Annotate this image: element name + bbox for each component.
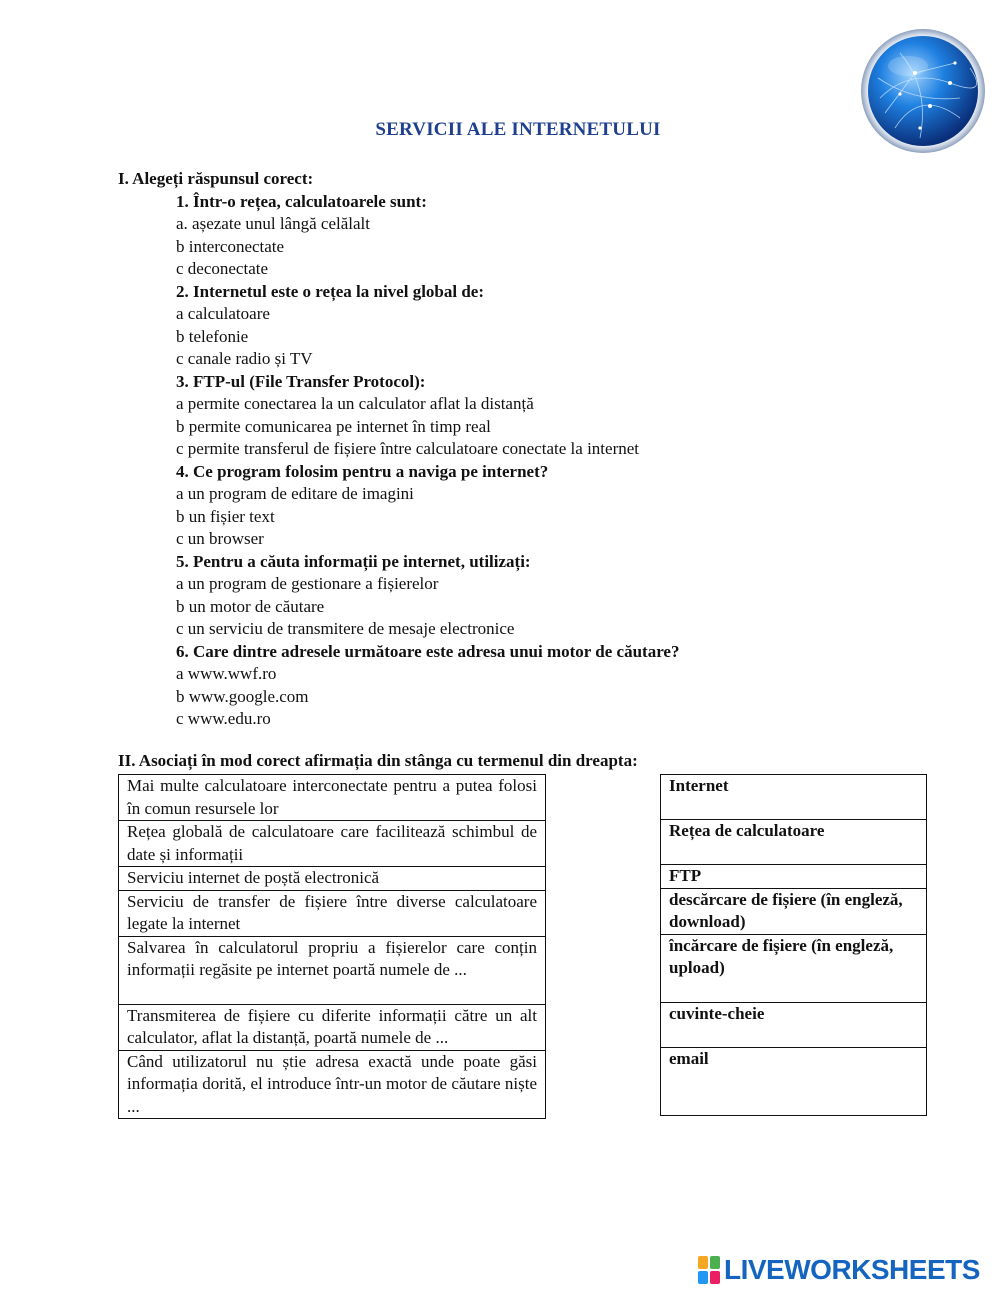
- answer-option[interactable]: b telefonie: [176, 326, 249, 346]
- answer-option[interactable]: c canale radio și TV: [176, 349, 313, 368]
- term-cell[interactable]: Internet: [661, 775, 927, 820]
- question-6: 6. Care dintre adresele următoare este adresa unui motor de căutare?: [176, 641, 680, 661]
- section2-heading: II. Asociați în mod corect afirmația din stânga cu termenul din dreapta:: [118, 751, 638, 770]
- answer-option[interactable]: b un motor de căutare: [176, 596, 325, 616]
- term-cell[interactable]: descărcare de fișiere (în engleză, download): [661, 888, 927, 934]
- statement-cell: Serviciu de transfer de fișiere între diverse calculatoare legate la internet: [119, 890, 546, 936]
- statement-cell: Serviciu internet de poștă electronică: [119, 867, 546, 891]
- brand-mark-square: [698, 1256, 708, 1269]
- terms-table: [660, 774, 927, 1116]
- answer-option[interactable]: c deconectate: [176, 259, 269, 278]
- answer-option[interactable]: c un browser: [176, 529, 264, 548]
- answer-option[interactable]: c permite transferul de fișiere între calculatoare conectate la internet: [176, 439, 639, 458]
- term-cell[interactable]: încărcare de fișiere (în engleză, upload): [661, 934, 927, 1002]
- answer-option[interactable]: c www.edu.ro: [176, 709, 271, 728]
- answer-option[interactable]: a un program de editare de imagini: [176, 484, 414, 503]
- statement-cell: Salvarea în calculatorul propriu a fișierelor care conțin informații regăsite pe internet poartă numele de ...: [119, 936, 546, 1004]
- brand-mark-square: [710, 1271, 720, 1284]
- statement-cell: Rețea globală de calculatoare care facilitează schimbul de date și informații: [119, 821, 546, 867]
- statement-cell: Mai multe calculatoare interconectate pentru a putea folosi în comun resursele lor: [119, 775, 546, 821]
- answer-option[interactable]: a calculatoare: [176, 304, 270, 323]
- term-cell[interactable]: FTP: [661, 865, 927, 889]
- question-2: 2. Internetul este o rețea la nivel global de:: [176, 281, 485, 301]
- page-title: SERVICII ALE INTERNETULUI: [375, 119, 661, 140]
- answer-option[interactable]: a permite conectarea la un calculator aflat la distanță: [176, 394, 534, 413]
- liveworksheets-logo: [698, 1254, 980, 1286]
- answer-option[interactable]: a. așezate unul lângă celălalt: [176, 214, 370, 233]
- answer-option[interactable]: b permite comunicarea pe internet în timp real: [176, 416, 491, 436]
- question-3: 3. FTP-ul (File Transfer Protocol):: [176, 371, 426, 391]
- statements-table: [118, 774, 546, 1119]
- answer-option[interactable]: b un fișier text: [176, 506, 275, 526]
- statement-cell: Transmiterea de fișiere cu diferite informații către un alt calculator, aflat la distanță, poartă numele de ...: [119, 1004, 546, 1050]
- term-cell[interactable]: cuvinte-cheie: [661, 1002, 927, 1047]
- question-1: 1. Într-o rețea, calculatoarele sunt:: [176, 191, 427, 211]
- answer-option[interactable]: a www.wwf.ro: [176, 664, 277, 683]
- answer-option[interactable]: b interconectate: [176, 236, 285, 256]
- answer-option[interactable]: a un program de gestionare a fișierelor: [176, 574, 439, 593]
- brand-mark-square: [698, 1271, 708, 1284]
- brand-mark-icon: [698, 1256, 720, 1284]
- question-4: 4. Ce program folosim pentru a naviga pe internet?: [176, 461, 549, 481]
- answer-option[interactable]: c un serviciu de transmitere de mesaje electronice: [176, 619, 515, 638]
- term-cell[interactable]: Rețea de calculatoare: [661, 820, 927, 865]
- brand-text: LIVEWORKSHEETS: [724, 1254, 980, 1285]
- statement-cell: Când utilizatorul nu știe adresa exactă unde poate găsi informația dorită, el introduce într-un motor de căutare niște ...: [119, 1050, 546, 1119]
- section1-heading: I. Alegeți răspunsul corect:: [118, 169, 314, 188]
- answer-option[interactable]: b www.google.com: [176, 686, 309, 706]
- term-cell[interactable]: email: [661, 1047, 927, 1115]
- brand-mark-square: [710, 1256, 720, 1269]
- section-multiple-choice: [118, 168, 679, 731]
- question-5: 5. Pentru a căuta informații pe internet, utilizați:: [176, 551, 531, 571]
- question-list: [176, 191, 679, 731]
